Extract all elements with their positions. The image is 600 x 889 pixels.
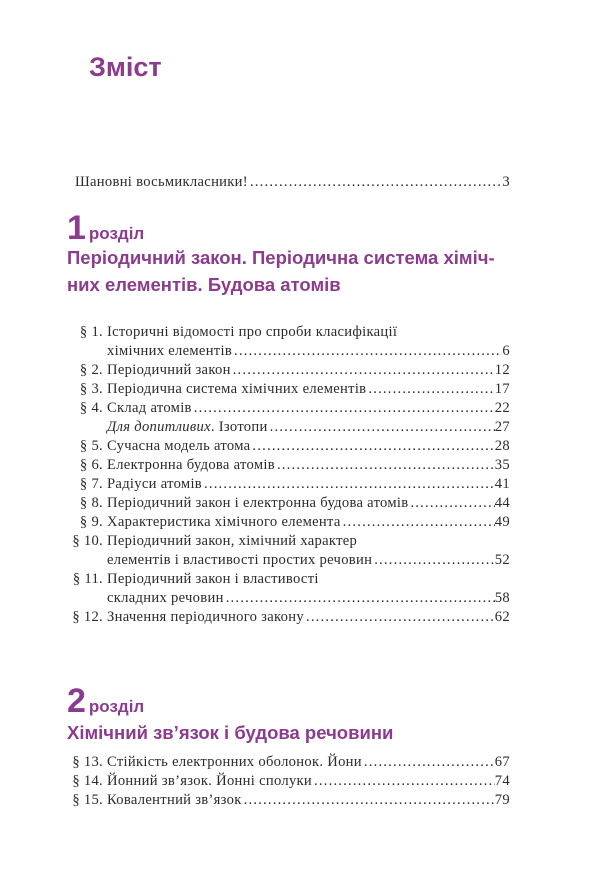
toc-entry[interactable]	[60, 589, 510, 608]
entry-title: Для допитливих. Ізотопи	[107, 419, 268, 435]
page-number: 27	[494, 419, 510, 435]
chapter-1-entries	[60, 323, 510, 627]
page-number: 6	[502, 343, 510, 359]
toc-entry[interactable]	[60, 753, 510, 772]
entry-title: Історичні відомості про спроби класифікації	[107, 324, 398, 340]
toc-entry[interactable]	[60, 456, 510, 475]
entry-title: Характеристика хімічного елемента	[107, 514, 341, 530]
toc-entry[interactable]	[60, 323, 510, 342]
section-number: § 2.	[79, 362, 103, 378]
toc-entry[interactable]	[60, 532, 510, 551]
section-number	[60, 342, 107, 361]
entry-title: складних речовин	[107, 590, 224, 606]
toc-entry[interactable]	[60, 380, 510, 399]
section-number: § 4.	[79, 400, 103, 416]
dot-leader	[231, 361, 495, 380]
dot-leader	[248, 173, 502, 192]
entry-title: Склад атомів	[107, 400, 192, 416]
dot-leader	[304, 608, 495, 627]
dot-leader	[250, 437, 494, 456]
chapter-2-title: Хімічний зв’язок і будова речовини	[67, 722, 394, 743]
toc-entry[interactable]	[60, 494, 510, 513]
entry-title: Радіуси атомів	[107, 476, 202, 492]
dot-leader	[224, 589, 495, 608]
toc-entry[interactable]	[60, 361, 510, 380]
toc-entry[interactable]	[60, 791, 510, 810]
entry-title: Періодична система хімічних елементів	[107, 381, 367, 397]
section-number: § 12.	[72, 609, 103, 625]
dot-leader	[408, 494, 494, 513]
section-number: § 6.	[79, 457, 103, 473]
section-number: § 7.	[79, 476, 103, 492]
page-number: 67	[494, 754, 510, 770]
entry-title: Ковалентний зв’язок	[107, 792, 242, 808]
page-number: 12	[494, 362, 510, 378]
page-number: 41	[494, 476, 510, 492]
entry-title: Електронна будова атомів	[107, 457, 275, 473]
entry-title: Періодичний закон і властивості	[107, 571, 319, 587]
toc-entry[interactable]	[60, 418, 510, 437]
dot-leader	[341, 513, 495, 532]
dot-leader	[275, 456, 495, 475]
page-number: 79	[494, 792, 510, 808]
page-number: 44	[494, 495, 510, 511]
dot-leader	[242, 791, 495, 810]
entry-title: Періодичний закон	[107, 362, 231, 378]
chapter-1-label: 1 розділ	[67, 209, 145, 247]
entry-title: Стійкість електронних оболонок. Йони	[107, 754, 362, 770]
chapter-2-entries	[60, 753, 510, 810]
section-number: § 8.	[79, 495, 103, 511]
section-number: § 5.	[79, 438, 103, 454]
page-title: Зміст	[89, 52, 162, 82]
page-number: 62	[494, 609, 510, 625]
toc-entry[interactable]	[60, 551, 510, 570]
page-number: 28	[494, 438, 510, 454]
chapter-1-title: Періодичний закон. Періодична система хіміч- них елементів. Будова атомів	[67, 247, 495, 295]
section-number: § 10.	[72, 533, 103, 549]
entry-title: елементів і властивості простих речовин	[107, 552, 373, 568]
section-number: § 3.	[79, 381, 103, 397]
chapter-2-label: 2 розділ	[67, 682, 145, 720]
section-number	[60, 551, 107, 570]
entry-title: Сучасна модель атома	[107, 438, 251, 454]
toc-entry-intro[interactable]: Шановні восьмикласники! ..... 3	[75, 173, 510, 192]
entry-title: Періодичний закон і електронна будова атомів	[107, 495, 409, 511]
entry-title: Значення періодичного закону	[107, 609, 304, 625]
dot-leader	[362, 753, 495, 772]
section-number	[60, 589, 107, 608]
entry-title: Періодичний закон, хімічний характер	[107, 533, 358, 549]
toc-entry[interactable]	[60, 399, 510, 418]
entry-title: хімічних елементів	[107, 343, 233, 359]
page-number: 17	[494, 381, 510, 397]
dot-leader	[268, 418, 495, 437]
toc-entry[interactable]	[60, 342, 510, 361]
dot-leader	[192, 399, 495, 418]
page-number: 74	[494, 773, 510, 789]
toc-entry[interactable]	[60, 513, 510, 532]
section-number	[60, 418, 107, 437]
dot-leader	[202, 475, 495, 494]
section-number: § 13.	[72, 754, 103, 770]
section-number: § 1.	[79, 324, 103, 340]
page-number: 22	[494, 400, 510, 416]
toc-entry[interactable]	[60, 570, 510, 589]
toc-entry[interactable]	[60, 437, 510, 456]
dot-leader	[312, 772, 495, 791]
entry-title: Йонний зв’язок. Йонні сполуки	[107, 773, 313, 789]
toc-entry[interactable]	[60, 475, 510, 494]
dot-leader	[232, 342, 502, 361]
page-number: 58	[494, 590, 510, 606]
toc-entry[interactable]	[60, 772, 510, 791]
page-number: 52	[494, 552, 510, 568]
dot-leader	[372, 551, 495, 570]
section-number: § 11.	[72, 571, 103, 587]
dot-leader	[366, 380, 494, 399]
page-number: 49	[494, 514, 510, 530]
section-number: § 9.	[79, 514, 103, 530]
section-number: § 14.	[72, 773, 103, 789]
page-number: 35	[494, 457, 510, 473]
toc-entry[interactable]	[60, 608, 510, 627]
section-number: § 15.	[72, 792, 103, 808]
